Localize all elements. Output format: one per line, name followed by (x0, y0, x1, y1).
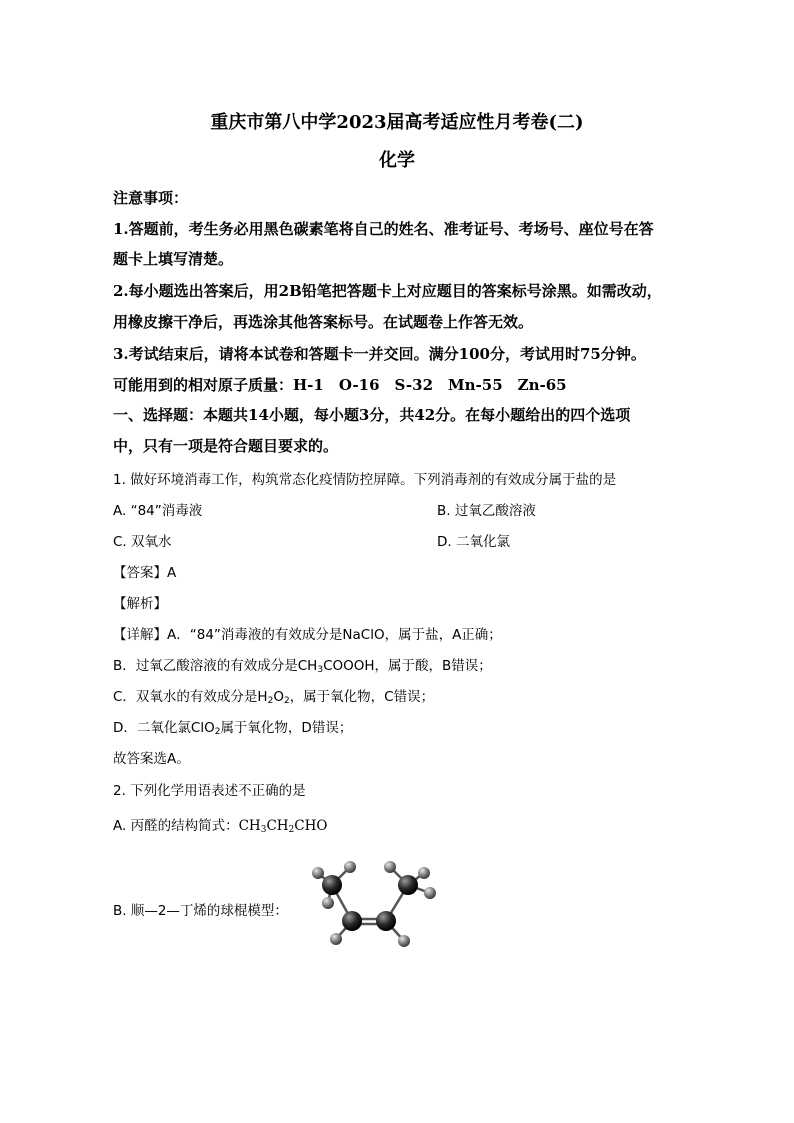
answer-line (113, 561, 683, 581)
hydrogen-atom (424, 887, 436, 899)
notice-heading: 注意事项： (113, 189, 189, 207)
detail-c (113, 685, 683, 706)
subscript: 3 (317, 665, 324, 675)
detail-b (113, 654, 683, 675)
atomic-masses: 可能用到的相对原子质量：H-1 O-16 S-32 Mn-55 Zn-65 (113, 376, 567, 394)
formula-part: CH (238, 818, 261, 834)
detail-d-text: D．二氧化氯ClO (113, 720, 215, 736)
conclusion: 故答案选A。 (113, 751, 190, 767)
exam-title: 重庆市第八中学2023届高考适应性月考卷(二) (210, 112, 584, 133)
carbon-atom (376, 911, 396, 931)
question-2-option-a (113, 814, 683, 835)
question-1-option-c: C. 双氧水 (113, 534, 172, 550)
analysis-label: 【解析】 (113, 596, 167, 612)
question-1-stem: 1. 做好环境消毒工作，构筑常态化疫情防控屏障。下列消毒剂的有效成分属于盐的是 (113, 472, 617, 488)
subscript: 2 (267, 696, 274, 706)
detail-c-text: O (273, 689, 284, 705)
detail-d (113, 716, 683, 737)
detail-c-text: ，属于氧化物，C错误； (289, 689, 435, 705)
notice-item: 2.每小题选出答案后，用2B铅笔把答题卡上对应题目的答案标号涂黑。如需改动， (113, 282, 662, 300)
answer-value: A (167, 565, 177, 581)
hydrogen-atom (398, 935, 410, 947)
hydrogen-atom (312, 867, 324, 879)
subject-title: 化学 (379, 150, 415, 171)
hydrogen-atom (330, 933, 342, 945)
subscript: 2 (283, 696, 290, 706)
hydrogen-atom (418, 867, 430, 879)
hydrogen-atom (344, 861, 356, 873)
hydrogen-atom (384, 861, 396, 873)
question-2-stem: 2. 下列化学用语表述不正确的是 (113, 783, 306, 799)
formula-part: CH (266, 818, 289, 834)
detail-c-text: C．双氧水的有效成分是H (113, 689, 268, 705)
notice-item: 用橡皮擦干净后，再选涂其他答案标号。在试题卷上作答无效。 (113, 313, 534, 331)
subscript: 3 (260, 825, 267, 835)
ball-and-stick-model (300, 855, 450, 955)
section-heading: 中，只有一项是符合题目要求的。 (113, 437, 339, 455)
question-1-option-a: A. “84”消毒液 (113, 503, 203, 519)
detail-a-text: A．“84”消毒液的有效成分是NaClO，属于盐，A正确； (167, 627, 502, 643)
detail-b-text: B．过氧乙酸溶液的有效成分是CH (113, 658, 318, 674)
notice-item: 题卡上填写清楚。 (113, 250, 234, 268)
section-heading: 一、选择题：本题共14小题，每小题3分，共42分。在每小题给出的四个选项 (113, 406, 631, 424)
question-2-option-b: B. 顺—2—丁烯的球棍模型： (113, 903, 288, 919)
formula (239, 818, 328, 834)
detail-label: 【详解】 (113, 627, 167, 643)
question-1-option-b: B. 过氧乙酸溶液 (437, 503, 536, 519)
detail-b-text: COOOH，属于酸，B错误； (323, 658, 492, 674)
question-1-option-d: D. 二氧化氯 (437, 534, 510, 550)
detail-a (113, 623, 683, 643)
subscript: 2 (288, 825, 295, 835)
carbon-atom (342, 911, 362, 931)
subscript: 2 (214, 727, 221, 737)
answer-label: 【答案】 (113, 565, 167, 581)
notice-item: 3.考试结束后，请将本试卷和答题卡一并交回。满分100分，考试用时75分钟。 (113, 345, 646, 363)
carbon-atom (398, 875, 418, 895)
formula-part: CHO (294, 818, 328, 834)
carbon-atom (322, 875, 342, 895)
option-a-text: A. 丙醛的结构简式： (113, 818, 239, 834)
notice-item: 1.答题前，考生务必用黑色碳素笔将自己的姓名、准考证号、考场号、座位号在答 (113, 220, 654, 238)
detail-d-text: 属于氧化物，D错误； (220, 720, 353, 736)
hydrogen-atom (322, 897, 334, 909)
